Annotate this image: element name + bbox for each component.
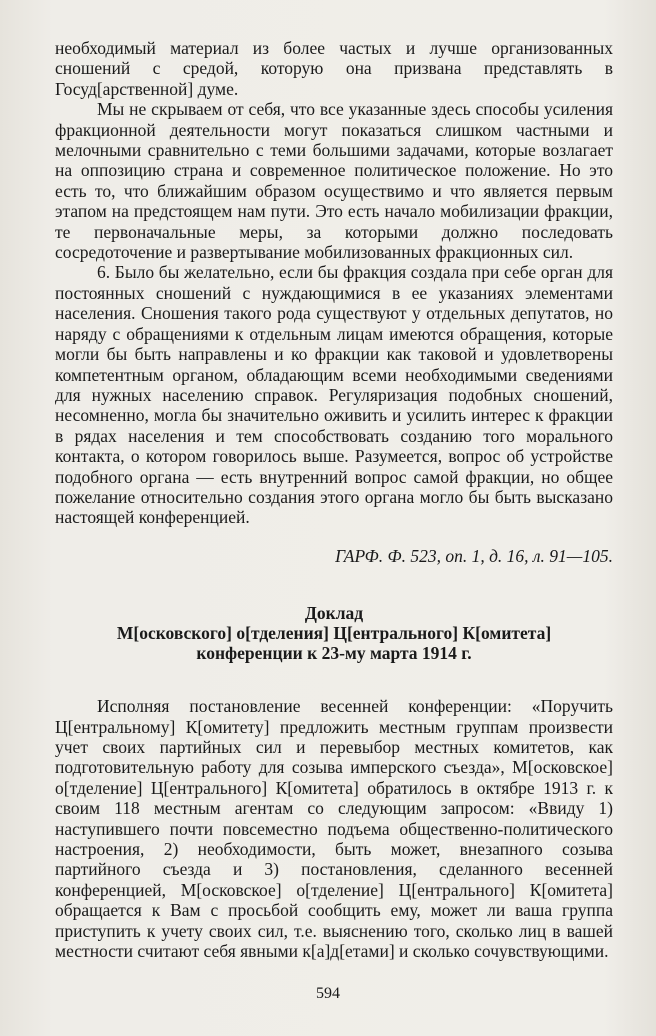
archive-source-citation: ГАРФ. Ф. 523, оп. 1, д. 16, л. 91—105. [335, 545, 613, 566]
paragraph-report-body: Исполняя постановление весенней конференции: «Поручить Ц[ентральному] К[омитету] предложить местным группам произвести учет своих партийных сил и перевыбор местных комитетов, как подготовительную работу для созыва имперского съезда», М[осковское] о[тделение] Ц[ентрального] К[омитета] обратилось в октябре 1913 г. к своим 118 местным агентам со следующим запросом: «Ввиду 1) наступившего почти повсеместно подъема общественно-политического настроения, 2) необходимости, быть может, внезапного созыва партийного съезда и 3) постановления, сделанного весенней конференцией, М[осковское] о[тделение] Ц[ентрального] К[омитета] обращается к Вам с просьбой сообщить ему, может ли ваша группа приступить к учету своих сил, т.е. выяснению того, сколько лиц в вашей местности считают себя явными к[а]д[етами] и сколько сочувствующими. [55, 696, 613, 962]
report-heading-title: Доклад [304, 603, 364, 624]
paragraph-continuation: необходимый материал из более частых и лучше организованных сношений с средой, которую она призвана представлять в Госуд[арственной] думе. [55, 38, 613, 99]
paragraph-point-6: 6. Было бы желательно, если бы фракция создала при себе орган для постоянных сношений с нуждающимися в ее указаниях элементами населения. Сношения такого рода существуют у отдельных депутатов, но наряду с обращениями к отдельным лицам имеются обращения, которые могли бы быть направлены и ко фракции как таковой и удовлетворены компетентным органом, обладающим всеми необходимыми сведениями для нужных населению справок. Регуляризация подобных сношений, несомненно, могла бы значительно оживить и усилить интерес к фракции в рядах населения и тем способствовать созданию того морального контакта, о котором говорилось выше. Разумеется, вопрос об устройстве подобного органа — есть внутренний вопрос самой фракции, но общее пожелание относительно создания этого органа могло бы быть высказано настоящей конференцией. [55, 262, 613, 528]
paragraph-fraction-activity: Мы не скрываем от себя, что все указанные здесь способы усиления фракционной деятельности могут показаться слишком частными и мелочными сравнительно с теми большими задачами, которые возлагает на оппозицию страна и современное политическое положение. Но это есть то, что ближайшим образом осуществимо и что является первым этапом на предстоящем нам пути. Это есть начало мобилизации фракции, те первоначальные меры, за которыми должно последовать сосредоточение и развертывание мобилизованных фракционных сил. [55, 99, 613, 263]
report-heading-date: конференции к 23-му марта 1914 г. [196, 643, 472, 664]
page-text [55, 38, 613, 961]
page-number: 594 [316, 985, 340, 1002]
report-heading-organization: М[осковского] о[тделения] Ц[ентрального] К[омитета] [116, 623, 552, 644]
